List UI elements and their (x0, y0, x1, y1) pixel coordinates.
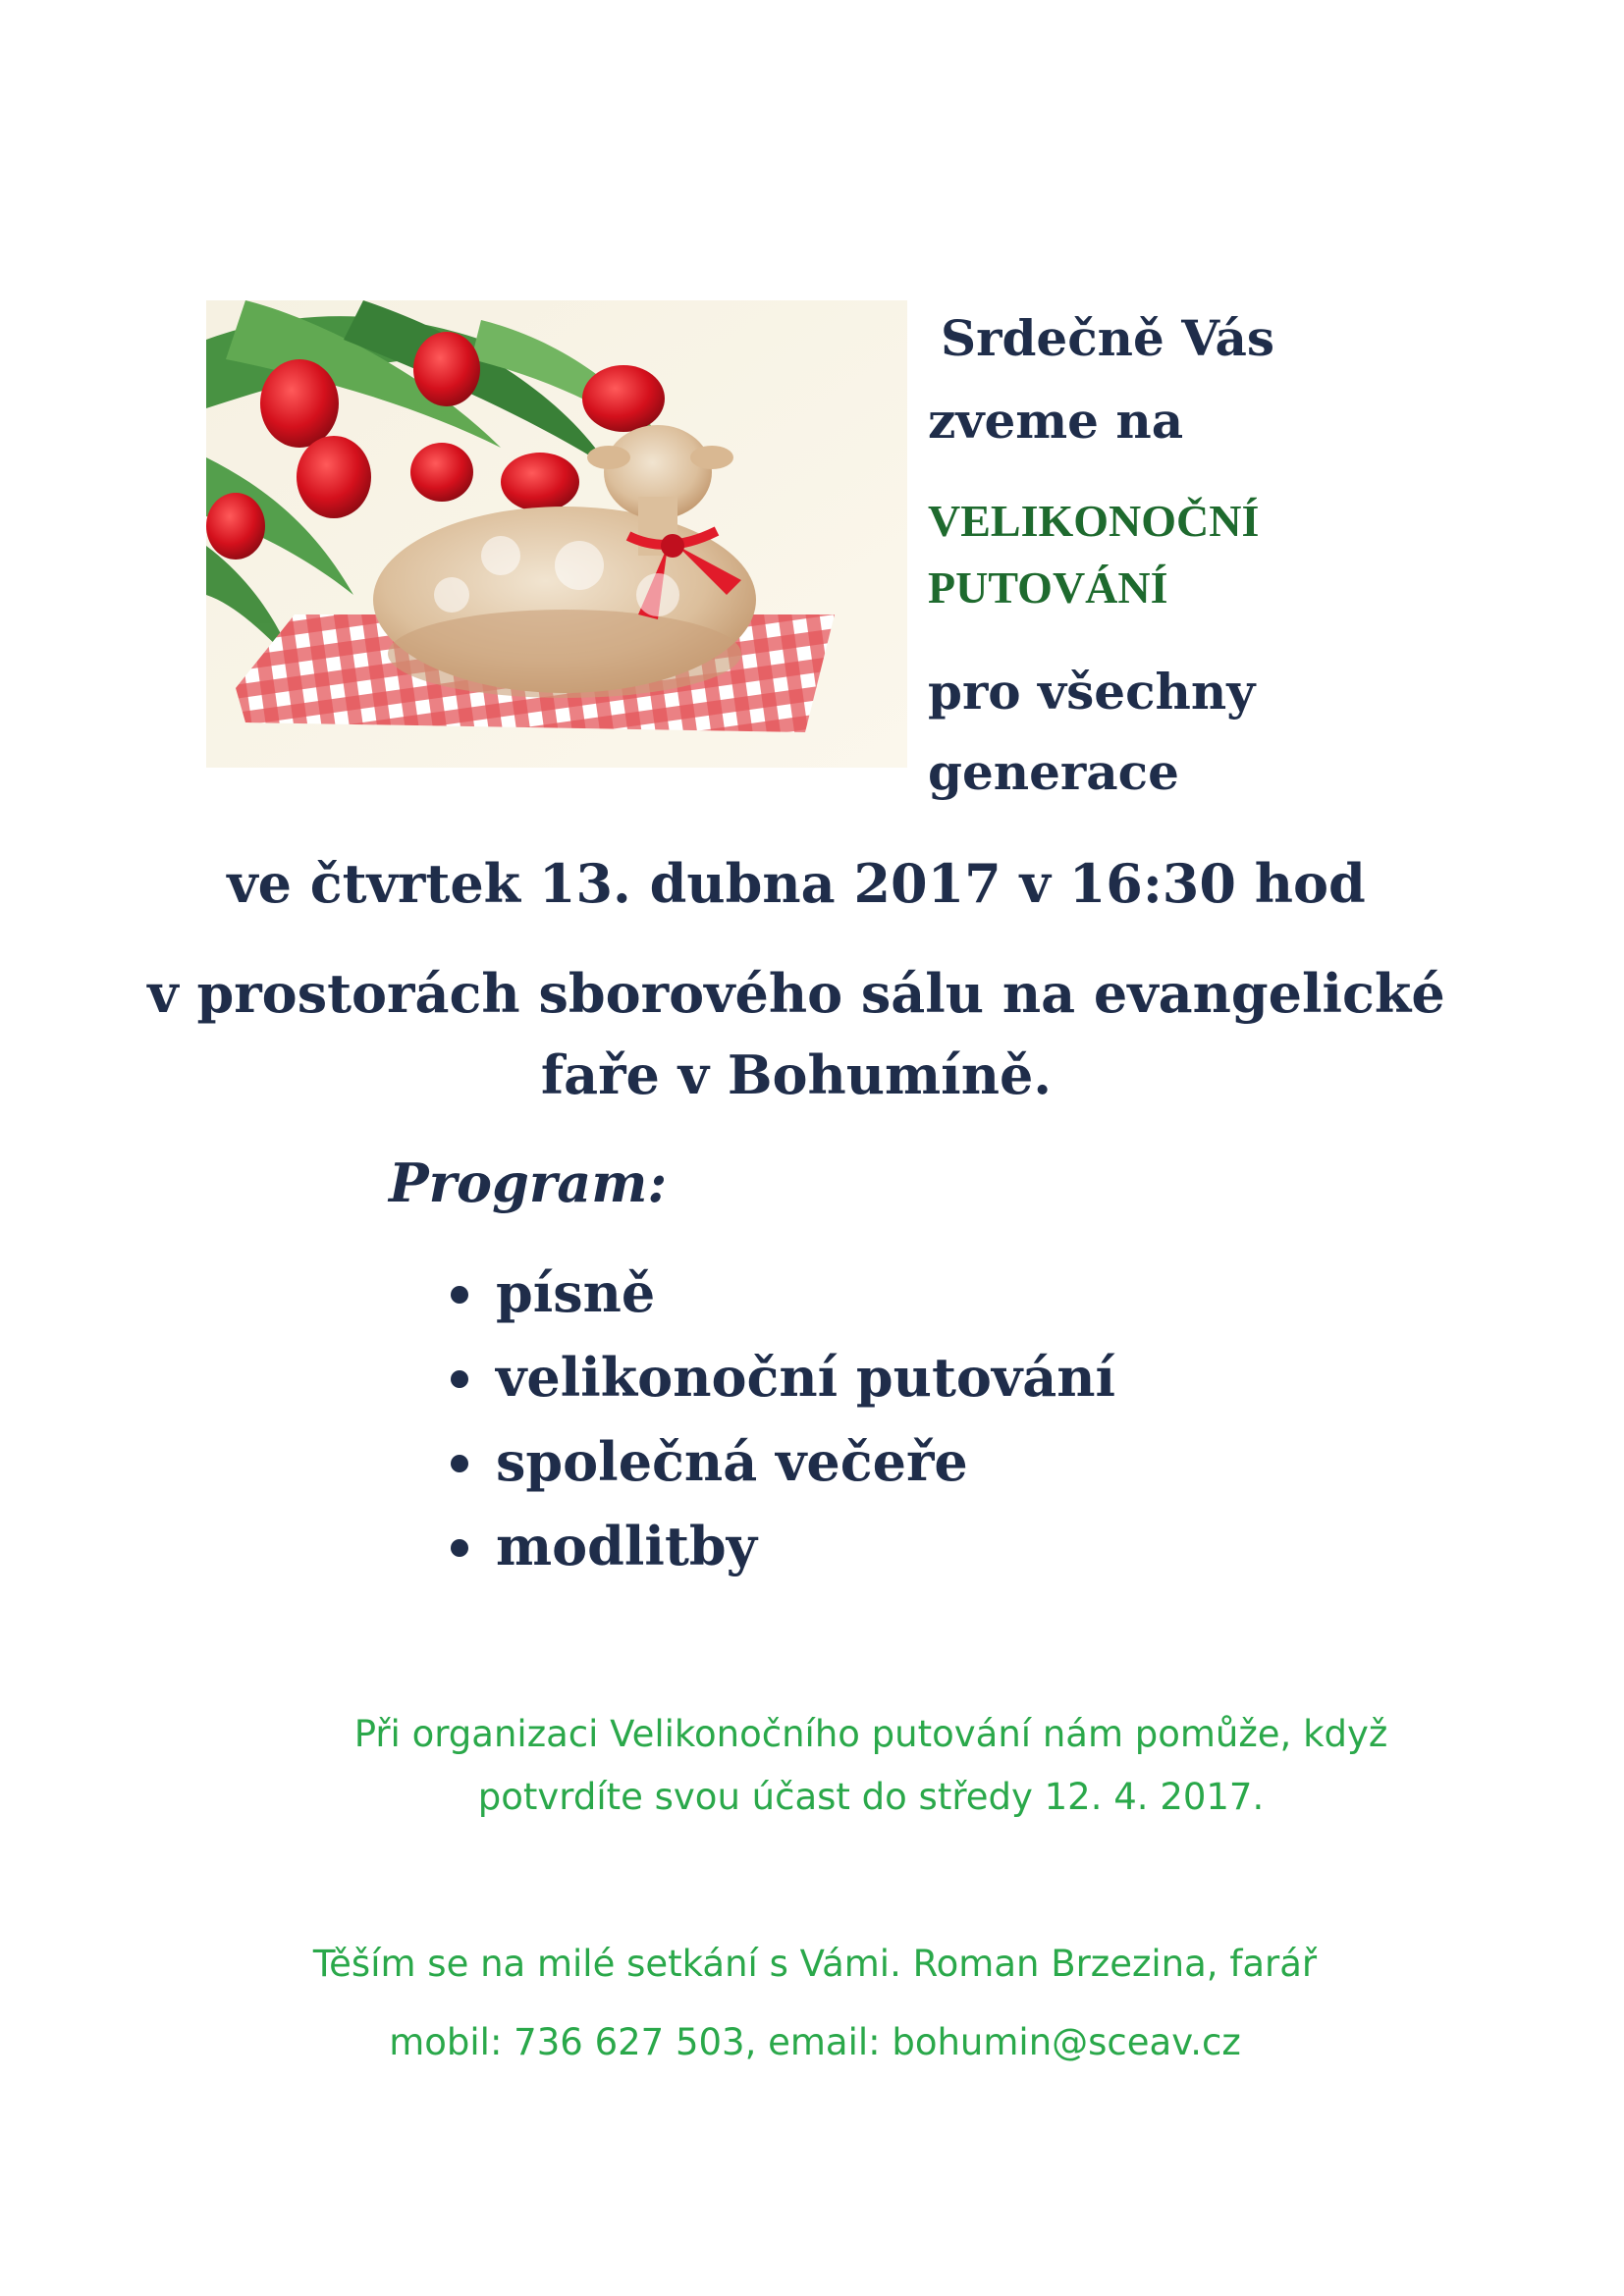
program-item (447, 1515, 1115, 1604)
intro-line-2: zveme na (928, 392, 1184, 450)
program-item-label: modlitby (496, 1515, 758, 1577)
greeting-signature: Těším se na milé setkání s Vámi. Roman Brzezina, farář (312, 1943, 1318, 1985)
audience-line-1: pro všechny (928, 663, 1256, 721)
event-date-time: ve čtvrtek 13. dubna 2017 v 16:30 hod (227, 852, 1366, 915)
easter-lamb-photo (206, 300, 907, 768)
program-item-label: velikonoční putování (496, 1346, 1116, 1409)
intro-line-1: Srdečně Vás (941, 309, 1274, 367)
event-place-line-1: v prostorách sborového sálu na evangelické (147, 962, 1445, 1025)
rsvp-note-line-1: Při organizaci Velikonočního putování nám pomůže, když (353, 1713, 1388, 1755)
program-list (447, 1261, 1116, 1604)
program-item-label: společná večeře (496, 1430, 968, 1493)
bullet-icon (451, 1370, 468, 1388)
event-place-line-2: faře v Bohumíně. (540, 1043, 1053, 1106)
rsvp-note-line-2: potvrdíte svou účast do středy 12. 4. 2017. (477, 1776, 1265, 1818)
program-item (447, 1430, 1115, 1520)
event-name-line-2: PUTOVÁNÍ (928, 562, 1168, 613)
contact-info: mobil: 736 627 503, email: bohumin@sceav.cz (389, 2021, 1241, 2063)
program-heading: Program: (389, 1151, 668, 1214)
bullet-icon (451, 1539, 468, 1557)
event-name-line-1: VELIKONOČNÍ (928, 496, 1260, 546)
bullet-icon (451, 1455, 468, 1472)
audience-line-2: generace (928, 743, 1179, 801)
bullet-icon (451, 1286, 468, 1304)
program-item (447, 1261, 1115, 1351)
program-item (447, 1346, 1116, 1435)
program-item-label: písně (496, 1261, 656, 1324)
